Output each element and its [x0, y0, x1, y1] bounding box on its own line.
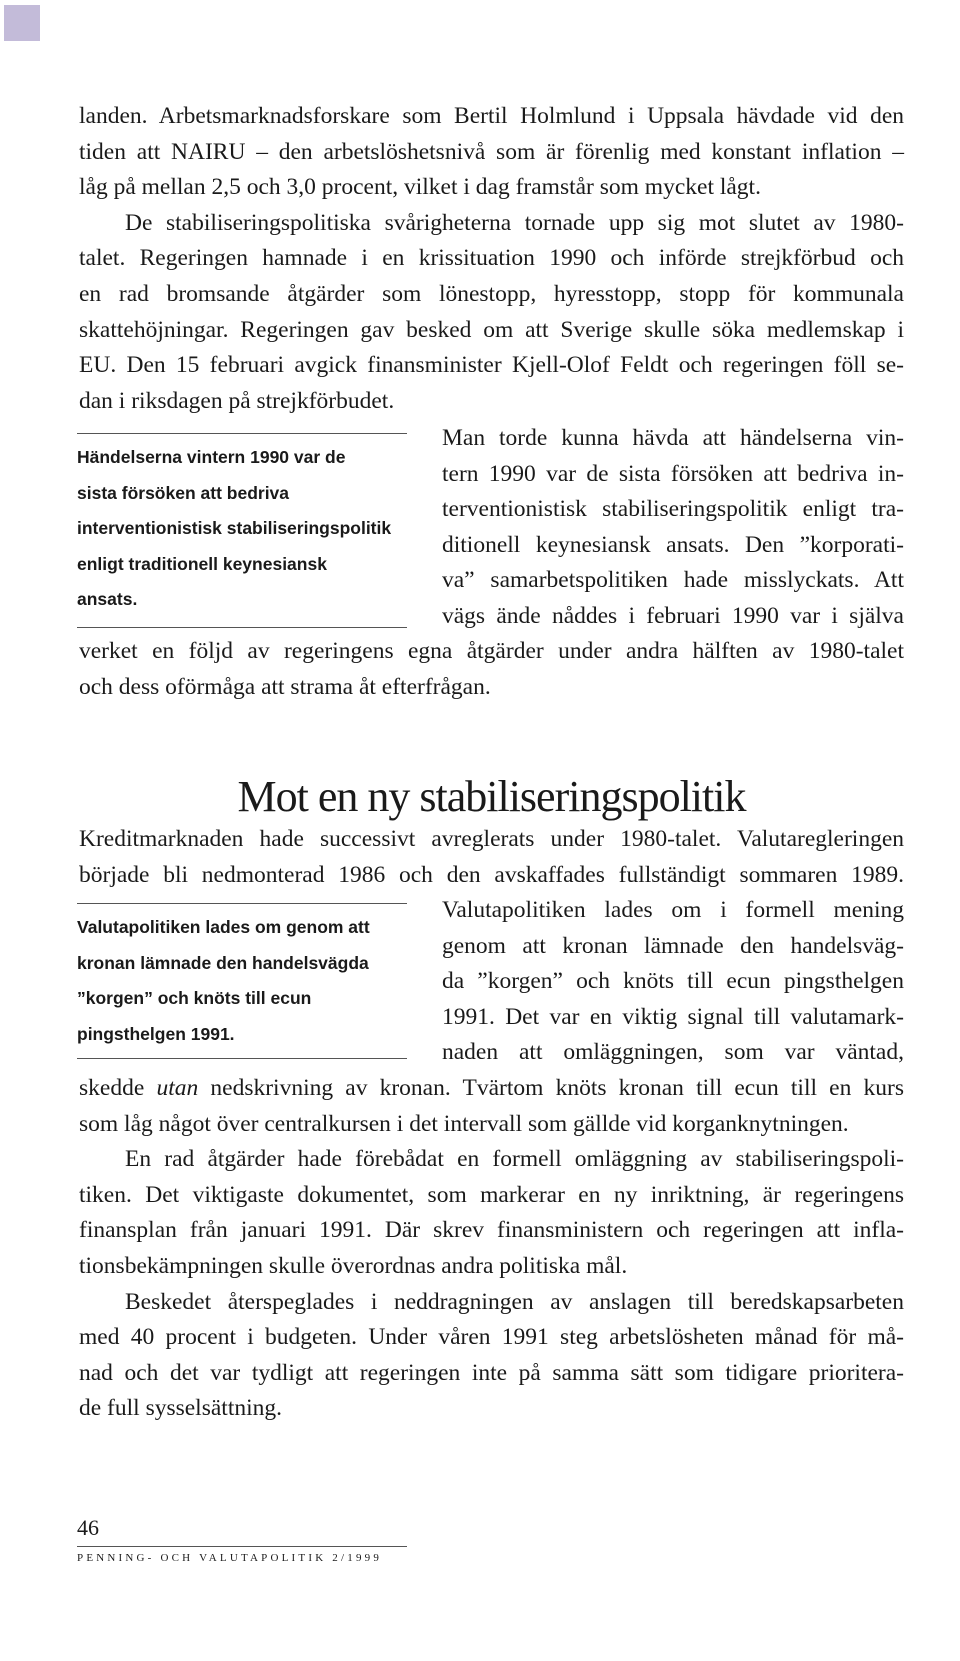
text-line: va” samarbetspolitiken hade misslyckats. Att [442, 567, 904, 594]
text-line: naden att omläggningen, som var väntad, [442, 1039, 904, 1066]
pull-quote-line: Valutapolitiken lades om genom att [77, 917, 370, 937]
pull-quote [77, 903, 407, 1059]
pull-quote-line: sista försöken att bedriva [77, 482, 290, 503]
corner-color-square [4, 5, 40, 41]
text-line: vägs ände nåddes i februari 1990 var i själva [442, 602, 904, 629]
text-line: 1991. Det var en viktig signal till valutamark- [442, 1003, 904, 1030]
paragraph-continuation [79, 634, 904, 705]
text-line: ditionell keynesiansk ansats. Den ”korporati- [442, 531, 904, 558]
pull-quote-line: ”korgen” och knöts till ecun [77, 988, 312, 1009]
footer-divider [77, 1546, 407, 1547]
text-line: började bli nedmonterad 1986 och den avskaffades fullständigt sommaren 1989. [79, 861, 904, 888]
text-line: som låg något över centralkursen i det intervall som gällde vid korganknytningen. [79, 1110, 849, 1137]
text-line: dan i riksdagen på strejkförbudet. [79, 387, 395, 414]
text-line: talet. Regeringen hamnade i en krissituation 1990 och införde strejkförbud och [79, 245, 904, 272]
wrapped-text-column [442, 421, 904, 635]
text-line: tiken. Det viktigaste dokumentet, som markerar en ny inriktning, är regeringens [79, 1181, 904, 1208]
text-line: nad och det var tydligt att regeringen inte på samma sätt som tidigare prioritera- [79, 1359, 904, 1386]
text-line: terventionistisk stabiliseringspolitik enligt tra- [442, 496, 904, 523]
text-line: tionsbekämpningen skulle överordnas andra politiska mål. [79, 1252, 628, 1279]
text-line: tiden att NAIRU – den arbetslöshetsnivå som är förenlig med konstant inflation – [79, 138, 904, 165]
text-line: De stabiliseringspolitiska svårigheterna tornade upp sig mot slutet av 1980- [125, 209, 904, 236]
pull-quote-line: pingsthelgen 1991. [77, 1023, 235, 1044]
paragraph-continuation [79, 99, 904, 419]
pull-quote-line: kronan lämnade den handelsvägda [77, 952, 369, 973]
text-line: skattehöjningar. Regeringen gav besked om att Sverige skulle söka medlemskap i [79, 316, 904, 343]
text-line: Kreditmarknaden hade successivt avreglerats under 1980-talet. Valutaregleringen [79, 826, 904, 852]
text-line: Beskedet återspeglades i neddragningen av anslagen till beredskapsarbeten [125, 1288, 904, 1315]
text-line: en rad bromsande åtgärder som lönestopp, hyresstopp, stopp för kommunala [79, 280, 904, 307]
text-line: genom att kronan lämnade den handelsväg- [442, 932, 904, 959]
text-line: med 40 procent i budgeten. Under våren 1991 steg arbetslösheten månad för må- [79, 1324, 904, 1351]
text-line: de full sysselsättning. [79, 1395, 282, 1422]
text-line: Man torde kunna hävda att händelserna vin- [442, 425, 904, 451]
page-number: 46 [77, 1515, 99, 1540]
pull-quote-line: ansats. [77, 589, 138, 610]
pull-quote-line: Händelserna vintern 1990 var de [77, 447, 346, 467]
text-segment: nedskrivning av kronan. Tvärtom knöts kronan till ecun till en kurs [198, 1075, 904, 1101]
section-intro [79, 822, 904, 893]
text-line: finansplan från januari 1991. Där skrev finansministern och regeringen att infla- [79, 1217, 904, 1244]
emphasis-text: utan [156, 1075, 199, 1101]
text-line: och dess oförmåga att strama åt efterfrågan. [79, 673, 491, 700]
wrapped-text-column [442, 893, 904, 1071]
pull-quote-line: interventionistisk stabiliseringspolitik [77, 518, 392, 539]
paragraph-continuation [79, 1071, 904, 1427]
text-line: landen. Arbetsmarknadsforskare som Bertil Holmlund i Uppsala hävdade vid den [79, 103, 904, 129]
running-footer: PENNING- OCH VALUTAPOLITIK 2/1999 [77, 1552, 383, 1564]
text-line [79, 1071, 904, 1107]
pull-quote [77, 433, 407, 628]
text-line: Valutapolitiken lades om i formell mening [442, 897, 904, 923]
text-line: låg på mellan 2,5 och 3,0 procent, vilket i dag framstår som mycket lågt. [79, 174, 761, 201]
text-line: tern 1990 var de sista försöken att bedriva in- [442, 460, 904, 487]
section-heading: Mot en ny stabiliseringspolitik [237, 772, 746, 821]
text-line: verket en följd av regeringens egna åtgärder under andra hälften av 1980-talet [79, 638, 904, 664]
text-line: da ”korgen” och knöts till ecun pingsthelgen [442, 968, 904, 995]
text-line: En rad åtgärder hade förebådat en formell omläggning av stabiliseringspoli- [125, 1146, 904, 1173]
text-segment: skedde [79, 1075, 157, 1101]
text-line: EU. Den 15 februari avgick finansminister Kjell-Olof Feldt och regeringen föll se- [79, 352, 904, 379]
pull-quote-line: enligt traditionell keynesiansk [77, 553, 327, 574]
